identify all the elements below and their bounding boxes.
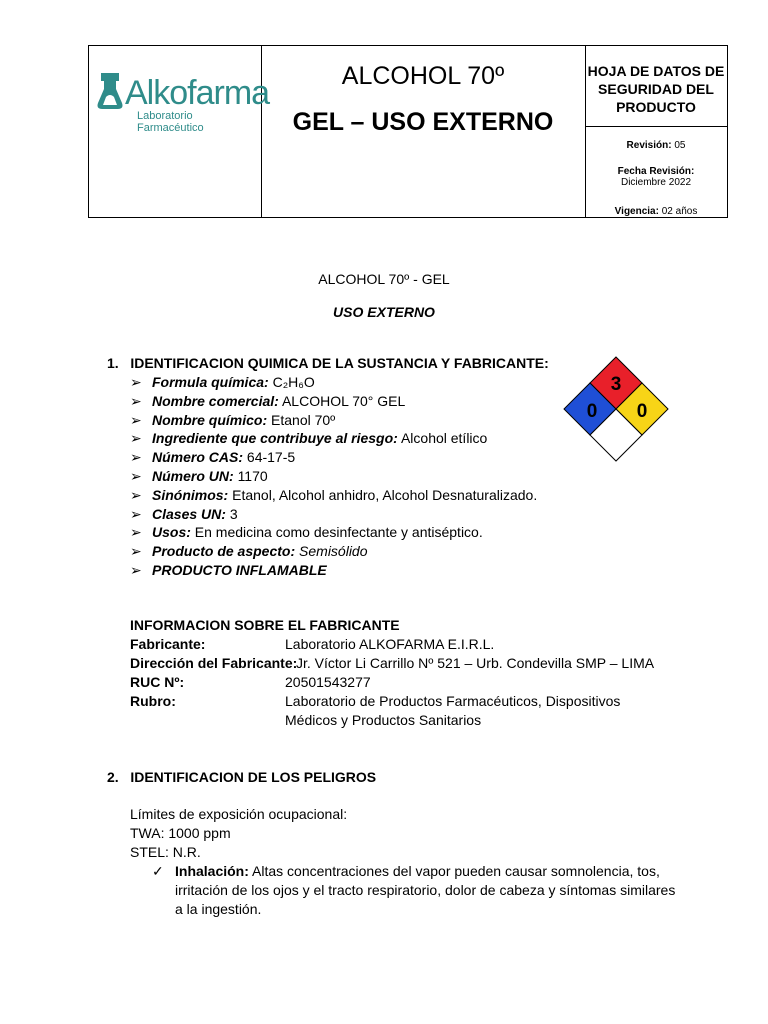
- doc-type-cell: [585, 46, 727, 127]
- arrow-bullet-icon: ➢: [130, 505, 142, 522]
- arrow-bullet-icon: ➢: [130, 374, 142, 390]
- item-value: 3: [229, 505, 238, 522]
- inhalation-line-3: a la ingestión.: [175, 901, 262, 917]
- flask-logo-icon: [97, 71, 123, 111]
- inhalation-line-1: [175, 863, 660, 879]
- item-label: Número UN:: [152, 468, 234, 484]
- title-line-1: ALCOHOL 70º: [341, 62, 505, 90]
- inhalation-label: Inhalación:: [175, 863, 249, 879]
- manufacturer-heading: INFORMACION SOBRE EL FABRICANTE: [130, 617, 400, 633]
- doc-info-cell: [585, 46, 727, 217]
- section-2-heading: 2. IDENTIFICACION DE LOS PELIGROS: [107, 769, 377, 785]
- nfpa-diamond-icon: [563, 355, 669, 465]
- item-value: Etanol 70º: [271, 411, 336, 428]
- arrow-bullet-icon: ➢: [130, 562, 142, 578]
- arrow-bullet-icon: ➢: [130, 543, 142, 560]
- doc-type: HOJA DE DATOS DE SEGURIDAD DEL PRODUCTO: [587, 63, 725, 115]
- list-item: [130, 543, 368, 560]
- item-label: Producto de aspecto:: [152, 543, 296, 560]
- item-value: ALCOHOL 70° GEL: [281, 392, 406, 409]
- manufacturer-value: Laboratorio de Productos Farmacéuticos, Dispositivos: [285, 693, 621, 709]
- twa-value: TWA: 1000 ppm: [130, 825, 231, 841]
- item-label: PRODUCTO INFLAMABLE: [152, 562, 327, 578]
- doc-subtitle-1: ALCOHOL 70º - GEL: [318, 271, 450, 287]
- inhalation-line-2: irritación de los ojos y el tracto respiratorio, dolor de cabeza y síntomas similares: [175, 882, 676, 898]
- vigencia-label: Vigencia:: [614, 206, 659, 217]
- item-label: Número CAS:: [152, 449, 244, 466]
- item-label: Clases UN:: [152, 505, 226, 522]
- fecha-value: Diciembre 2022: [620, 177, 692, 188]
- arrow-bullet-icon: ➢: [130, 411, 142, 428]
- item-value: 1170: [237, 468, 268, 484]
- arrow-bullet-icon: ➢: [130, 430, 142, 447]
- list-item: [130, 449, 296, 466]
- item-value: 64-17-5: [246, 449, 296, 466]
- manufacturer-value: 20501543277: [285, 674, 371, 690]
- logo-name: Alkofarma: [125, 74, 270, 112]
- section-1-heading: 1. IDENTIFICACION QUIMICA DE LA SUSTANCIA Y FABRICANTE:: [107, 355, 549, 371]
- title-cell: [261, 46, 586, 217]
- nfpa-flammability: 3: [610, 374, 622, 395]
- inhalation-text-1: Altas concentraciones del vapor pueden causar somnolencia, tos,: [252, 863, 660, 879]
- item-label: Sinónimos:: [152, 486, 229, 503]
- exposure-limits-label: Límites de exposición ocupacional:: [130, 806, 348, 822]
- item-label: Nombre comercial:: [152, 392, 279, 409]
- rubro-line-2: Médicos y Productos Sanitarios: [285, 712, 482, 728]
- nfpa-health: 0: [586, 401, 598, 422]
- list-item: [130, 411, 336, 428]
- list-item: [130, 505, 238, 522]
- fecha-revision: [585, 166, 727, 188]
- list-item: [130, 486, 538, 503]
- manufacturer-value: Jr. Víctor Li Carrillo Nº 521 – Urb. Condevilla SMP – LIMA: [296, 655, 655, 671]
- list-item: [130, 468, 268, 484]
- list-item: [130, 524, 483, 541]
- vigencia-value: 02 años: [661, 206, 698, 217]
- fecha-label: Fecha Revisión:: [617, 166, 695, 177]
- item-label: Nombre químico:: [152, 411, 268, 428]
- revision-label: Revisión:: [626, 140, 672, 151]
- list-item: [130, 374, 315, 390]
- item-value: C₂H₆O: [272, 374, 315, 390]
- item-value: Etanol, Alcohol anhidro, Alcohol Desnaturalizado.: [232, 486, 538, 503]
- list-item: [130, 392, 406, 409]
- item-label: Formula química:: [152, 374, 269, 390]
- arrow-bullet-icon: ➢: [130, 392, 142, 409]
- check-icon: ✓: [152, 863, 164, 879]
- item-value: Alcohol etílico: [400, 430, 488, 447]
- arrow-bullet-icon: ➢: [130, 486, 142, 503]
- arrow-bullet-icon: ➢: [130, 524, 142, 541]
- stel-value: STEL: N.R.: [130, 844, 201, 860]
- nfpa-reactivity: 0: [636, 401, 648, 422]
- item-label: Ingrediente que contribuye al riesgo:: [152, 430, 398, 447]
- manufacturer-label: Dirección del Fabricante:: [130, 655, 298, 671]
- header-table: [88, 45, 728, 218]
- vigencia: [585, 206, 727, 217]
- logo-subtitle: Laboratorio Farmacéutico: [137, 110, 204, 134]
- logo-cell: [89, 46, 270, 217]
- manufacturer-value: Laboratorio ALKOFARMA E.I.R.L.: [285, 636, 495, 652]
- arrow-bullet-icon: ➢: [130, 449, 142, 466]
- revision: [585, 140, 727, 151]
- item-value: En medicina como desinfectante y antiséptico.: [194, 524, 483, 541]
- manufacturer-label: RUC Nº:: [130, 674, 185, 690]
- revision-value: 05: [674, 140, 686, 151]
- item-value: Semisólido: [299, 543, 368, 560]
- list-item: [130, 430, 488, 447]
- manufacturer-label: Fabricante:: [130, 636, 206, 652]
- doc-subtitle-2: USO EXTERNO: [333, 304, 435, 320]
- title-line-2: GEL – USO EXTERNO: [292, 108, 554, 136]
- manufacturer-label: Rubro:: [130, 693, 176, 709]
- list-item: [130, 562, 327, 578]
- item-label: Usos:: [152, 524, 191, 541]
- arrow-bullet-icon: ➢: [130, 468, 142, 484]
